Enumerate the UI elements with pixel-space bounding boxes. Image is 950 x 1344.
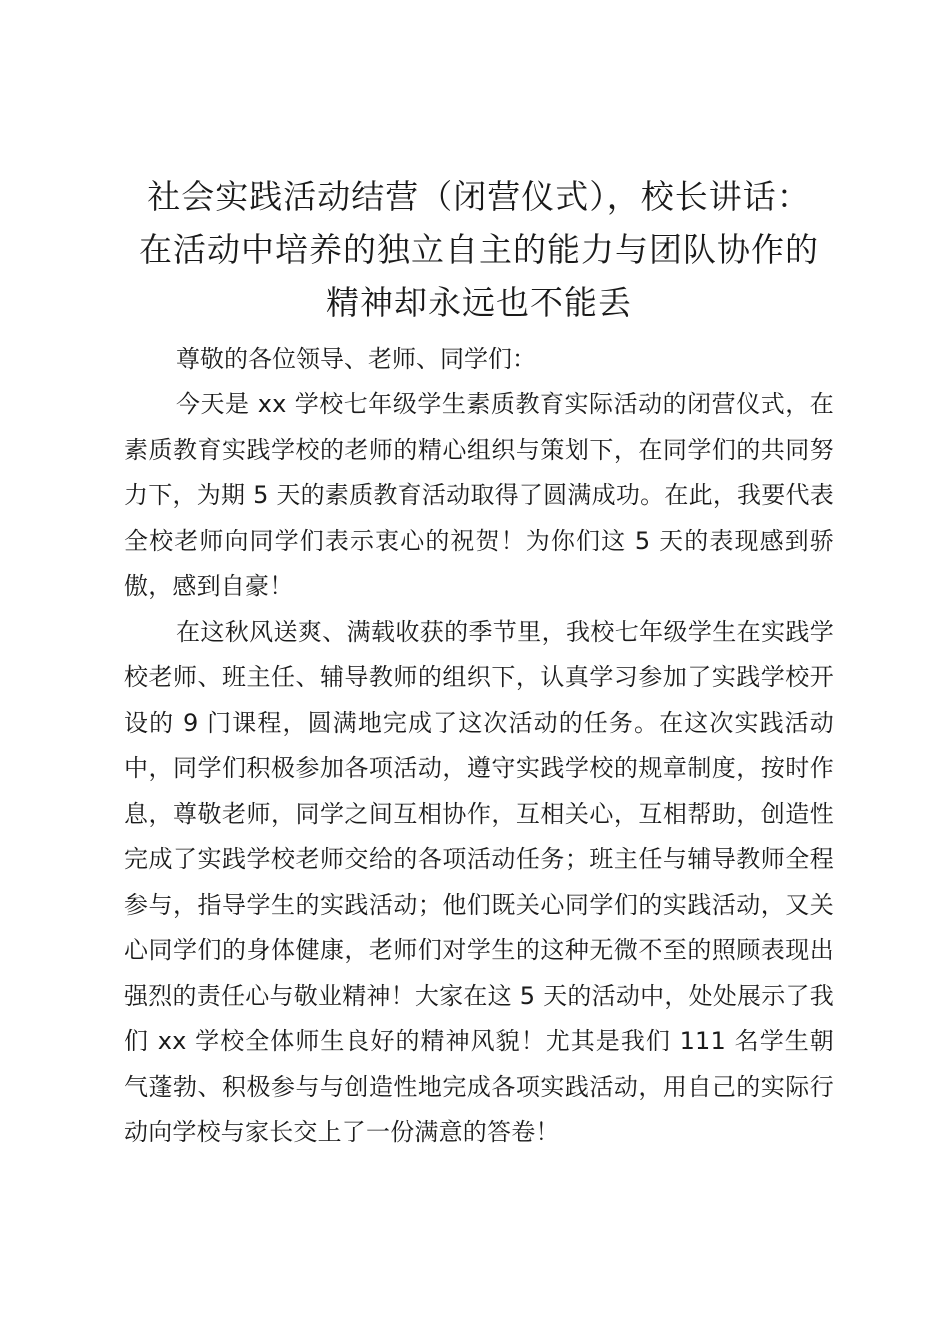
salutation: 尊敬的各位领导、老师、同学们： [176,345,536,373]
document-title [124,170,834,329]
paragraph-1: 今天是 xx 学校七年级学生素质教育实际活动的闭营仪式，在素质教育实践学校的老师的精心组织与策划下，在同学们的共同努力下，为期 5 天的素质教育活动取得了圆满成功。在此，我要代表全校老师向同学们表示衷心的祝贺！为你们这 5 天的表现感到骄傲，感到自豪！ [124,390,834,600]
title-line-2: 在活动中培养的独立自主的能力与团队协作的 [139,230,819,269]
title-line-1: 社会实践活动结营（闭营仪式），校长讲话： [147,177,811,216]
title-line-3: 精神却永远也不能丢 [326,283,632,322]
document-page [124,170,834,1156]
paragraph-2: 在这秋风送爽、满载收获的季节里，我校七年级学生在实践学校老师、班主任、辅导教师的组织下，认真学习参加了实践学校开设的 9 门课程，圆满地完成了这次活动的任务。在这次实践活动中，同学们积极参加各项活动，遵守实践学校的规章制度，按时作息，尊敬老师，同学之间互相协作，互相关心，互相帮助，创造性完成了实践学校老师交给的各项活动任务；班主任与辅导教师全程参与，指导学生的实践活动；他们既关心同学们的实践活动，又关心同学们的身体健康，老师们对学生的这种无微不至的照顾表现出强烈的责任心与敬业精神！大家在这 5 天的活动中，处处展示了我们 xx 学校全体师生良好的精神风貌！尤其是我们 111 名学生朝气蓬勃、积极参与与创造性地完成各项实践活动，用自己的实际行动向学校与家长交上了一份满意的答卷！ [124,617,834,1146]
